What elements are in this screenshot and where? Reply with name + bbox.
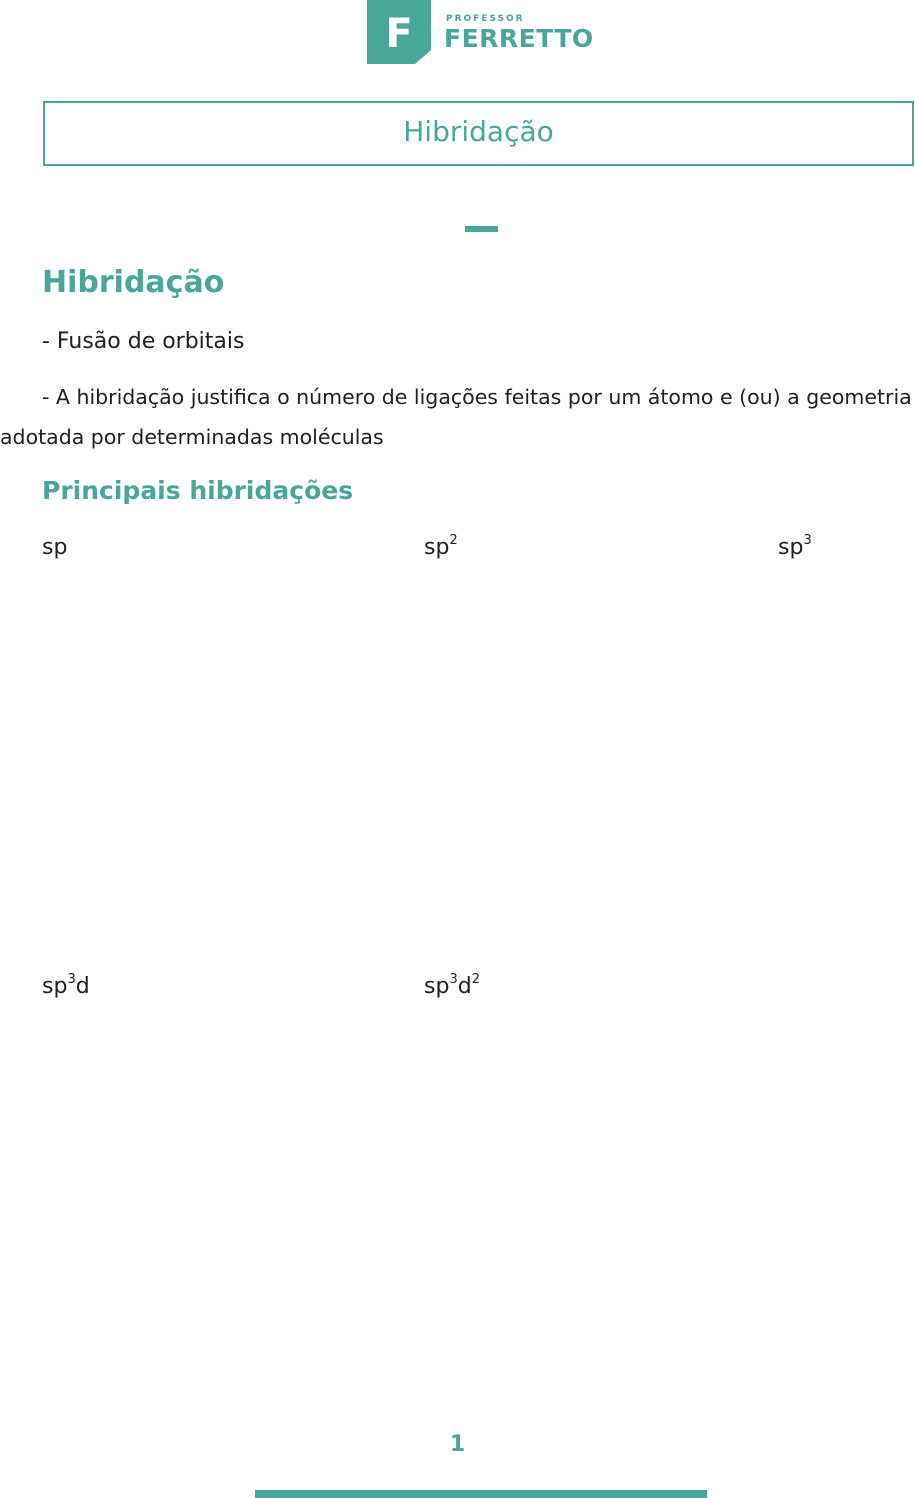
logo-name: FERRETTO [444, 24, 594, 53]
logo-letter: F [385, 11, 413, 57]
hybrid-label-sp3d: $sp^3d$ [42, 971, 90, 999]
hybrid-label-sp3d2: $sp^3d^2$ [424, 971, 480, 999]
hybrid-label-sp3: $sp^3$ [778, 532, 812, 560]
bullet-1: - Fusão de orbitais [42, 329, 245, 354]
logo-mark-icon [367, 0, 431, 64]
section-heading: Hibridação [42, 265, 225, 300]
bullet-2-continued: adotada por determinadas moléculas [0, 425, 384, 449]
hybrid-label-sp2: $sp^2$ [424, 532, 458, 560]
page-title: Hibridação [403, 115, 554, 148]
logo-small-text: PROFESSOR [446, 14, 525, 24]
page-title-box [43, 101, 914, 166]
brand-logo [367, 0, 599, 64]
hybrid-label-sp: sp [42, 535, 68, 560]
page-number: 1 [449, 1432, 466, 1457]
bullet-2: - A hibridação justifica o número de ligações feitas por um átomo e (ou) a geometria [42, 385, 912, 409]
subsection-heading: Principais hibridações [42, 476, 354, 505]
footer-bar [255, 1490, 707, 1498]
divider-dash [465, 226, 498, 232]
